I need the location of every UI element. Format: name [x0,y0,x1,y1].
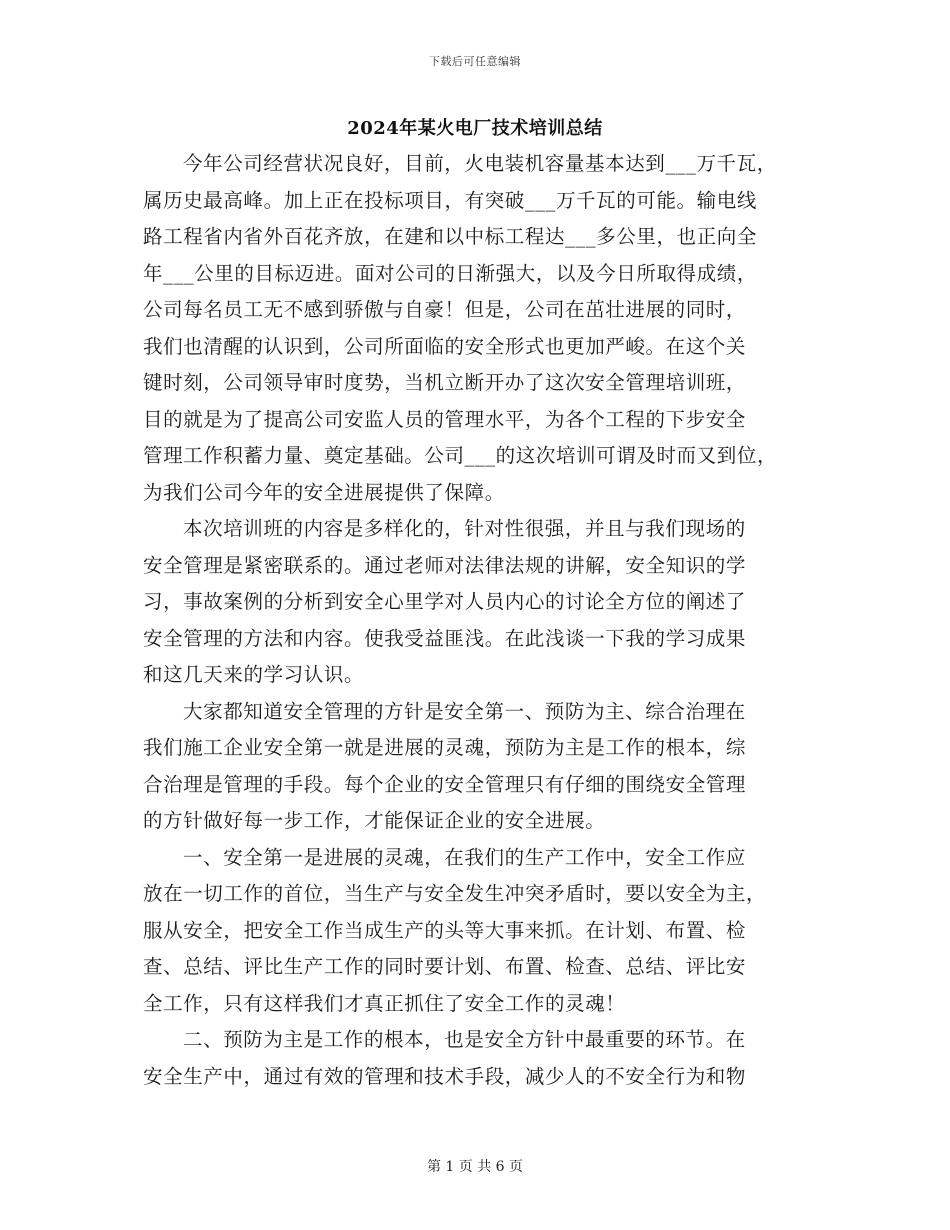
header-note: 下载后可任意编辑 [429,55,521,68]
body-line: 安全管理的方法和内容。使我受益匪浅。在此浅谈一下我的学习成果 [143,626,747,650]
body-line: 今年公司经营状况良好，目前，火电装机容量基本达到___万千瓦， [183,152,777,175]
body-line: 全工作，只有这样我们才真正抓住了安全工作的灵魂！ [143,991,626,1015]
body-line: 本次培训班的内容是多样化的，针对性很强，并且与我们现场的 [183,517,746,540]
body-line: 二、预防为主是工作的根本，也是安全方针中最重要的环节。在 [183,1028,746,1051]
body-line: 服从安全，把安全工作当成生产的头等大事来抓。在计划、布置、检 [143,918,747,942]
body-line: 查、总结、评比生产工作的同时要计划、布置、检查、总结、评比安 [143,955,747,978]
body-line: 公司每名员工无不感到骄傲与自豪！但是，公司在茁壮进展的同时， [143,298,747,321]
body-line: 安全管理是紧密联系的。通过老师对法律法规的讲解，安全知识的学 [143,553,747,577]
body-line: 的方针做好每一步工作，才能保证企业的安全进展。 [143,809,606,832]
document-body [143,146,808,1095]
body-line: 目的就是为了提高公司安监人员的管理水平，为各个工程的下步安全 [143,407,747,431]
body-line: 我们施工企业安全第一就是进展的灵魂，预防为主是工作的根本，综 [143,736,747,759]
body-line: 习，事故案例的分析到安全心里学对人员内心的讨论全方位的阐述了 [143,590,747,613]
body-line: 放在一切工作的首位，当生产与安全发生冲突矛盾时，要以安全为主， [143,882,767,905]
body-line: 和这几天来的学习认识。 [143,663,365,686]
body-line: 路工程省内省外百花齐放，在建和以中标工程达___多公里，也正向全 [143,225,757,248]
body-line: 管理工作积蓄力量、奠定基础。公司___的这次培训可谓及时而又到位， [143,444,778,467]
document-title: 2024年某火电厂技术培训总结 [347,118,603,139]
body-line: 键时刻，公司领导审时度势，当机立断开办了这次安全管理培训班， [143,371,747,394]
body-line: 安全生产中，通过有效的管理和技术手段，减少人的不安全行为和物 [143,1064,747,1088]
page-number: 第 1 页 共 6 页 [426,1159,524,1175]
body-line: 大家都知道安全管理的方针是安全第一、预防为主、综合治理在 [183,699,746,723]
body-line: 为我们公司今年的安全进展提供了保障。 [143,480,505,504]
body-line: 年___公里的目标迈进。面对公司的日渐强大，以及今日所取得成绩， [143,261,757,285]
body-line: 一、安全第一是进展的灵魂，在我们的生产工作中，安全工作应 [183,845,746,869]
body-line: 属历史最高峰。加上正在投标项目，有突破___万千瓦的可能。输电线 [143,188,757,212]
body-line: 我们也清醒的认识到，公司所面临的安全形式也更加严峻。在这个关 [143,334,747,358]
body-line: 合治理是管理的手段。每个企业的安全管理只有仔细的围绕安全管理 [143,772,747,796]
